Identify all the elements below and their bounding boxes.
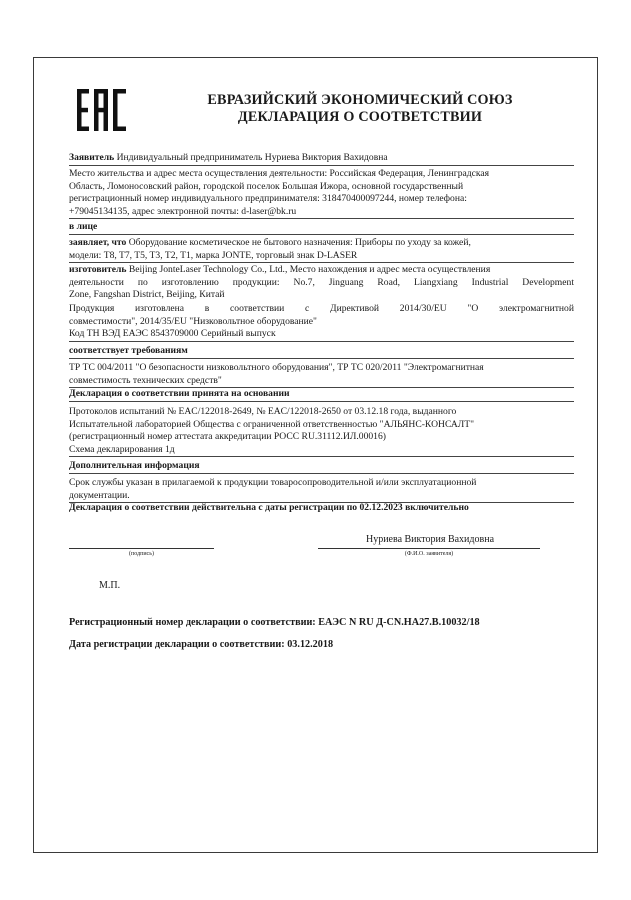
declares-label: заявляет, что xyxy=(69,237,127,248)
validity-statement: Декларация о соответствии действительна с даты регистрации по 02.12.2023 включительно xyxy=(69,502,469,513)
basis-line: Испытательной лабораторией Общества с ограниченной ответственностью "АЛЬЯНС-КОНСАЛТ" xyxy=(69,418,475,430)
basis-line: (регистрационный номер аттестата аккредитации РОСС RU.31112.ИЛ.00016) xyxy=(69,431,386,443)
manufacturer-name: Beijing JonteLaser Technology Co., Ltd., Место нахождения и адрес места осуществления xyxy=(126,264,491,275)
requirements-text: совместимость технических средств" xyxy=(69,375,574,389)
production-block xyxy=(69,303,574,342)
name-caption: (Ф.И.О. заявителя) xyxy=(404,551,454,557)
applicant-row xyxy=(69,152,574,166)
address-line: регистрационный номер индивидуального предпринимателя: 318470400097244, номер телефона: xyxy=(69,193,467,205)
additional-text: Срок службы указан в прилагаемой к продукции товаросопроводительной и/или эксплуатационной xyxy=(69,477,477,488)
applicant-label: Заявитель xyxy=(69,152,115,163)
declares-block xyxy=(69,237,574,263)
basis-line: Протоколов испытаний № EAC/122018-2649, № EAC/122018-2650 от 03.12.18 года, выданного xyxy=(69,406,457,417)
production-directive: Продукция изготовлена в соответствии с Директивой 2014/30/EU "О электромагнитной xyxy=(69,303,574,314)
requirements-label: соответствует требованиям xyxy=(69,345,574,359)
address-line: +79045134135, адрес электронной почты: d-laser@bk.ru xyxy=(69,206,574,220)
basis-block xyxy=(69,406,574,457)
production-directive: совместимости", 2014/35/EU "Низковольтное оборудование" xyxy=(69,315,317,327)
header-declaration: ДЕКЛАРАЦИЯ О СООТВЕТСТВИИ xyxy=(237,109,483,125)
requirements-text: ТР ТС 004/2011 "О безопасности низковольтного оборудования", ТР ТС 020/2011 "Электромагнитная xyxy=(69,362,484,373)
declares-product: Оборудование косметическое не бытового назначения: Приборы по уходу за кожей, xyxy=(126,237,471,248)
manufacturer-address: Zone, Fangshan District, Beijing, Китай xyxy=(69,289,225,301)
name-line xyxy=(318,548,540,549)
basis-label: Декларация о соответствии принята на основании xyxy=(69,388,574,402)
requirements-block xyxy=(69,362,574,388)
manufacturer-block xyxy=(69,264,574,302)
address-line: Область, Ломоносовский район, городской поселок Большая Ижора, основной государственный xyxy=(69,180,464,192)
basis-line: Схема декларирования 1д xyxy=(69,444,574,458)
header-union: ЕВРАЗИЙСКИЙ ЭКОНОМИЧЕСКИЙ СОЮЗ xyxy=(207,92,513,108)
declares-models: модели: T8, T7, T5, T3, T2, T1, марка JONTE, торговый знак D-LASER xyxy=(69,250,574,264)
stamp-place: М.П. xyxy=(99,580,121,591)
in-person-label: в лице xyxy=(69,221,574,235)
additional-label: Дополнительная информация xyxy=(69,460,574,474)
address-line: Место жительства и адрес места осуществления деятельности: Российская Федерация, Ленинградская xyxy=(69,168,490,179)
additional-block xyxy=(69,477,574,503)
eac-logo xyxy=(76,87,128,133)
applicant-address xyxy=(69,168,574,219)
manufacturer-label: изготовитель xyxy=(69,264,127,275)
signature-caption: (подпись) xyxy=(129,551,154,557)
signature-line xyxy=(69,548,214,549)
registration-date: Дата регистрации декларации о соответствии: 03.12.2018 xyxy=(69,639,334,650)
document-header xyxy=(150,92,570,126)
applicant-name: Нуриева Виктория Вахидовна xyxy=(365,534,495,545)
applicant-value: Индивидуальный предприниматель Нуриева Виктория Вахидовна xyxy=(114,152,388,163)
production-code: Код ТН ВЭД ЕАЭС 8543709000 Серийный выпуск xyxy=(69,328,574,342)
manufacturer-address: деятельности по изготовлению продукции: No.7, Jinguang Road, Liangxiang Industrial Development xyxy=(69,276,574,288)
additional-text: документации. xyxy=(69,490,574,504)
registration-number: Регистрационный номер декларации о соответствии: ЕАЭС N RU Д-CN.НА27.В.10032/18 xyxy=(69,617,480,628)
